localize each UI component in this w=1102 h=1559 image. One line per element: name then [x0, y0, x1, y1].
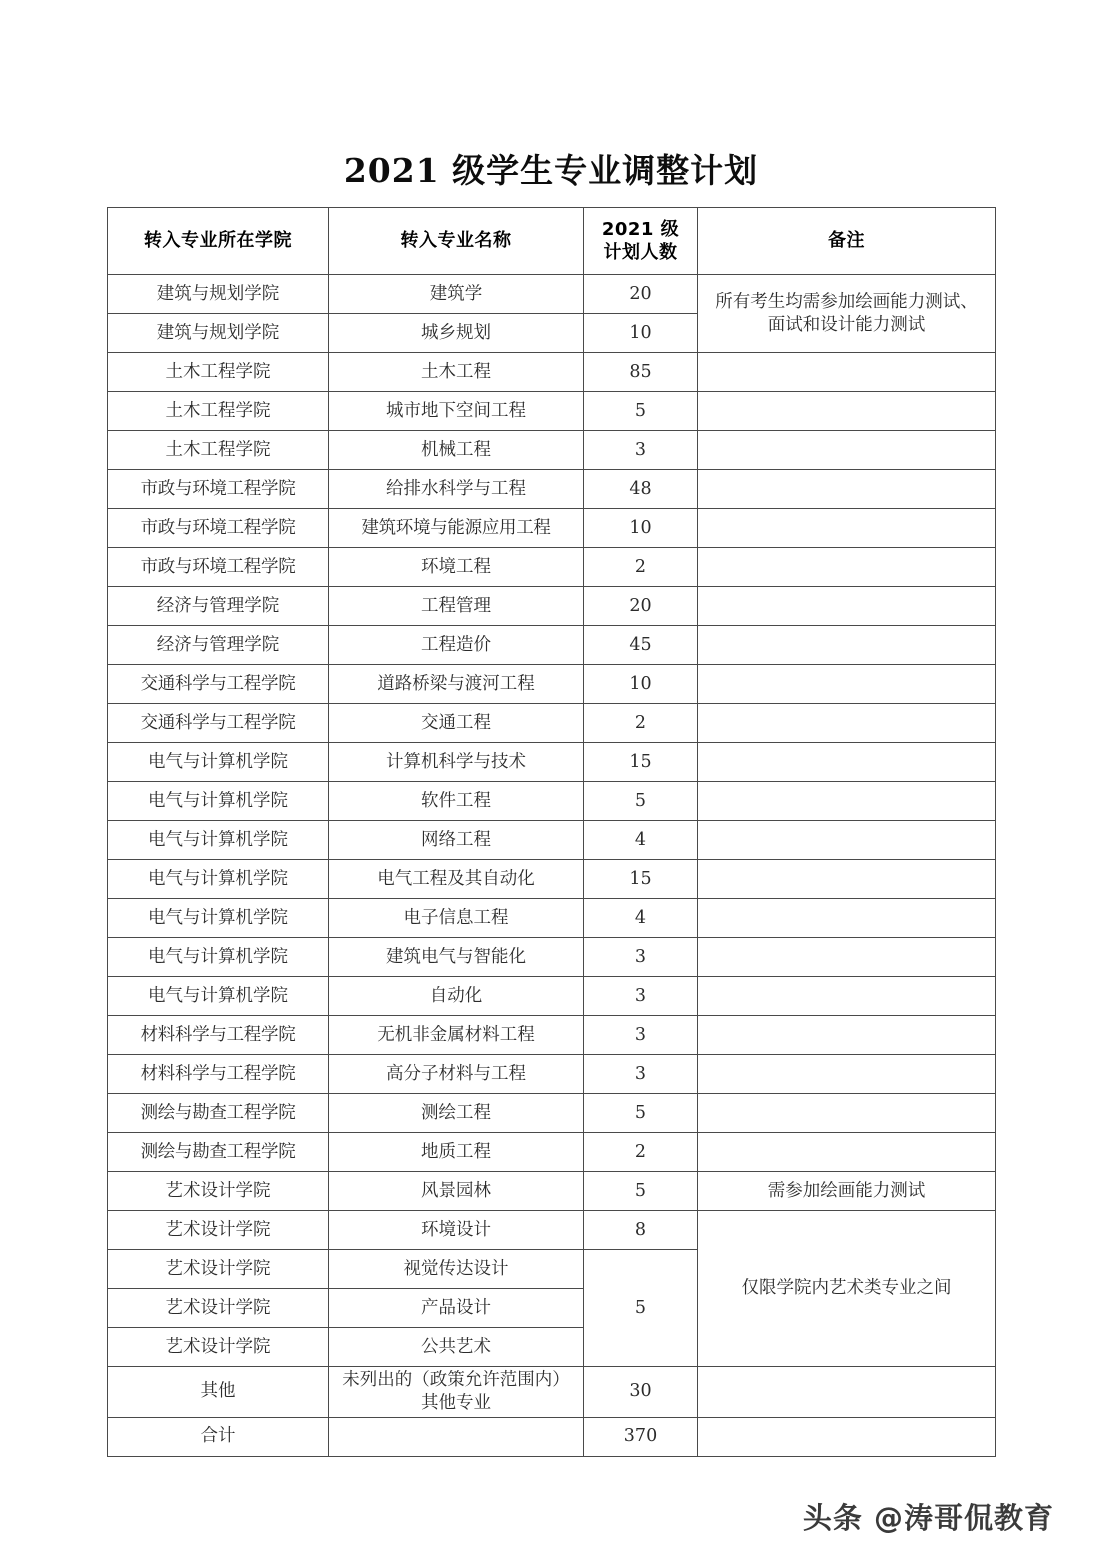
cell-remark-empty	[698, 1367, 996, 1418]
cell-quota: 20	[584, 275, 698, 314]
cell-college: 电气与计算机学院	[108, 938, 329, 977]
table-row	[108, 704, 996, 743]
table-row	[108, 1172, 996, 1211]
cell-remark: 需参加绘画能力测试	[698, 1172, 996, 1211]
cell-major: 测绘工程	[329, 1094, 584, 1133]
cell-college: 交通科学与工程学院	[108, 704, 329, 743]
cell-remark-empty	[698, 704, 996, 743]
table-body	[108, 275, 996, 1457]
table-row	[108, 665, 996, 704]
table-row	[108, 821, 996, 860]
cell-quota: 4	[584, 899, 698, 938]
cell-major: 风景园林	[329, 1172, 584, 1211]
table-row	[108, 860, 996, 899]
cell-remark-empty	[698, 860, 996, 899]
cell-remark-empty	[698, 353, 996, 392]
cell-major: 未列出的（政策允许范围内）其他专业	[329, 1367, 584, 1418]
cell-quota: 8	[584, 1211, 698, 1250]
cell-remark-empty	[698, 977, 996, 1016]
cell-remark-empty	[698, 587, 996, 626]
column-header-college: 转入专业所在学院	[108, 208, 329, 275]
cell-major: 电子信息工程	[329, 899, 584, 938]
cell-major: 环境设计	[329, 1211, 584, 1250]
cell-college: 电气与计算机学院	[108, 899, 329, 938]
cell-major: 工程管理	[329, 587, 584, 626]
table-row	[108, 353, 996, 392]
cell-quota: 45	[584, 626, 698, 665]
cell-college-total: 合计	[108, 1417, 329, 1456]
cell-quota: 3	[584, 1055, 698, 1094]
cell-major: 城市地下空间工程	[329, 392, 584, 431]
table-header	[108, 208, 996, 275]
cell-major: 自动化	[329, 977, 584, 1016]
cell-quota: 5	[584, 1094, 698, 1133]
cell-major: 环境工程	[329, 548, 584, 587]
cell-college: 艺术设计学院	[108, 1172, 329, 1211]
cell-quota: 5	[584, 1250, 698, 1367]
cell-remark-empty	[698, 1417, 996, 1456]
table-row	[108, 1211, 996, 1250]
cell-major: 电气工程及其自动化	[329, 860, 584, 899]
table-row	[108, 743, 996, 782]
cell-remark-empty	[698, 821, 996, 860]
cell-major: 建筑学	[329, 275, 584, 314]
cell-college: 电气与计算机学院	[108, 743, 329, 782]
cell-remark-empty	[698, 1094, 996, 1133]
cell-major: 建筑电气与智能化	[329, 938, 584, 977]
cell-college: 材料科学与工程学院	[108, 1055, 329, 1094]
table-row	[108, 899, 996, 938]
cell-remark: 仅限学院内艺术类专业之间	[698, 1211, 996, 1367]
cell-college: 艺术设计学院	[108, 1250, 329, 1289]
cell-quota: 15	[584, 743, 698, 782]
cell-quota: 10	[584, 314, 698, 353]
cell-quota: 3	[584, 431, 698, 470]
cell-major-total	[329, 1417, 584, 1456]
cell-college: 其他	[108, 1367, 329, 1418]
cell-major: 计算机科学与技术	[329, 743, 584, 782]
table-row	[108, 1016, 996, 1055]
cell-quota: 10	[584, 665, 698, 704]
table-row	[108, 431, 996, 470]
cell-college: 土木工程学院	[108, 431, 329, 470]
cell-remark-empty	[698, 665, 996, 704]
cell-quota: 3	[584, 977, 698, 1016]
table-row	[108, 509, 996, 548]
cell-major: 建筑环境与能源应用工程	[329, 509, 584, 548]
table-row	[108, 587, 996, 626]
table-row	[108, 977, 996, 1016]
cell-college: 交通科学与工程学院	[108, 665, 329, 704]
cell-remark-empty	[698, 938, 996, 977]
cell-quota: 2	[584, 704, 698, 743]
cell-college: 土木工程学院	[108, 392, 329, 431]
cell-college: 电气与计算机学院	[108, 977, 329, 1016]
cell-remark-empty	[698, 1055, 996, 1094]
cell-quota: 3	[584, 1016, 698, 1055]
cell-remark-empty	[698, 470, 996, 509]
major-adjustment-plan-table	[107, 207, 996, 1457]
cell-college: 测绘与勘查工程学院	[108, 1094, 329, 1133]
column-header-major: 转入专业名称	[329, 208, 584, 275]
cell-major: 软件工程	[329, 782, 584, 821]
cell-remark: 所有考生均需参加绘画能力测试、面试和设计能力测试	[698, 275, 996, 353]
cell-major: 城乡规划	[329, 314, 584, 353]
cell-major: 高分子材料与工程	[329, 1055, 584, 1094]
cell-major: 给排水科学与工程	[329, 470, 584, 509]
cell-major: 交通工程	[329, 704, 584, 743]
cell-college: 土木工程学院	[108, 353, 329, 392]
column-header-quota	[584, 208, 698, 275]
table-row	[108, 626, 996, 665]
plan-table-container	[107, 207, 995, 1457]
cell-college: 市政与环境工程学院	[108, 470, 329, 509]
cell-college: 建筑与规划学院	[108, 275, 329, 314]
table-row	[108, 1094, 996, 1133]
cell-major: 产品设计	[329, 1289, 584, 1328]
cell-major: 工程造价	[329, 626, 584, 665]
cell-major: 机械工程	[329, 431, 584, 470]
table-header-row	[108, 208, 996, 275]
column-header-remark: 备注	[698, 208, 996, 275]
table-row	[108, 548, 996, 587]
table-row	[108, 392, 996, 431]
cell-quota: 48	[584, 470, 698, 509]
cell-college: 市政与环境工程学院	[108, 548, 329, 587]
cell-remark-empty	[698, 743, 996, 782]
cell-college: 经济与管理学院	[108, 587, 329, 626]
table-row	[108, 275, 996, 314]
cell-major: 公共艺术	[329, 1328, 584, 1367]
cell-major: 无机非金属材料工程	[329, 1016, 584, 1055]
cell-remark-empty	[698, 431, 996, 470]
page-title: 2021 级学生专业调整计划	[343, 151, 759, 190]
cell-college: 艺术设计学院	[108, 1289, 329, 1328]
table-row-total	[108, 1417, 996, 1456]
cell-college: 电气与计算机学院	[108, 860, 329, 899]
table-row	[108, 1367, 996, 1418]
cell-quota: 2	[584, 1133, 698, 1172]
table-row	[108, 1133, 996, 1172]
cell-major: 土木工程	[329, 353, 584, 392]
column-header-quota-line1: 2021 级	[601, 218, 680, 240]
cell-major: 视觉传达设计	[329, 1250, 584, 1289]
cell-quota-total: 370	[584, 1417, 698, 1456]
table-row	[108, 782, 996, 821]
cell-quota: 20	[584, 587, 698, 626]
cell-major: 道路桥梁与渡河工程	[329, 665, 584, 704]
cell-college: 电气与计算机学院	[108, 782, 329, 821]
cell-quota: 2	[584, 548, 698, 587]
cell-quota: 85	[584, 353, 698, 392]
cell-college: 艺术设计学院	[108, 1211, 329, 1250]
cell-college: 测绘与勘查工程学院	[108, 1133, 329, 1172]
cell-college: 材料科学与工程学院	[108, 1016, 329, 1055]
cell-quota: 30	[584, 1367, 698, 1418]
column-header-quota-line2: 计划人数	[603, 242, 678, 263]
cell-remark-empty	[698, 626, 996, 665]
cell-quota: 5	[584, 392, 698, 431]
cell-remark-empty	[698, 782, 996, 821]
cell-quota: 5	[584, 1172, 698, 1211]
cell-quota: 4	[584, 821, 698, 860]
cell-college: 市政与环境工程学院	[108, 509, 329, 548]
table-row	[108, 938, 996, 977]
cell-major: 网络工程	[329, 821, 584, 860]
cell-college: 艺术设计学院	[108, 1328, 329, 1367]
cell-remark-empty	[698, 509, 996, 548]
cell-college: 经济与管理学院	[108, 626, 329, 665]
cell-remark-empty	[698, 899, 996, 938]
cell-remark-empty	[698, 1133, 996, 1172]
table-row	[108, 1055, 996, 1094]
cell-quota: 15	[584, 860, 698, 899]
cell-quota: 3	[584, 938, 698, 977]
cell-major: 地质工程	[329, 1133, 584, 1172]
cell-quota: 5	[584, 782, 698, 821]
table-row	[108, 470, 996, 509]
cell-remark-empty	[698, 392, 996, 431]
cell-quota: 10	[584, 509, 698, 548]
cell-remark-empty	[698, 548, 996, 587]
watermark: 头条 @涛哥侃教育	[802, 1501, 1054, 1535]
cell-remark-empty	[698, 1016, 996, 1055]
cell-college: 建筑与规划学院	[108, 314, 329, 353]
cell-college: 电气与计算机学院	[108, 821, 329, 860]
